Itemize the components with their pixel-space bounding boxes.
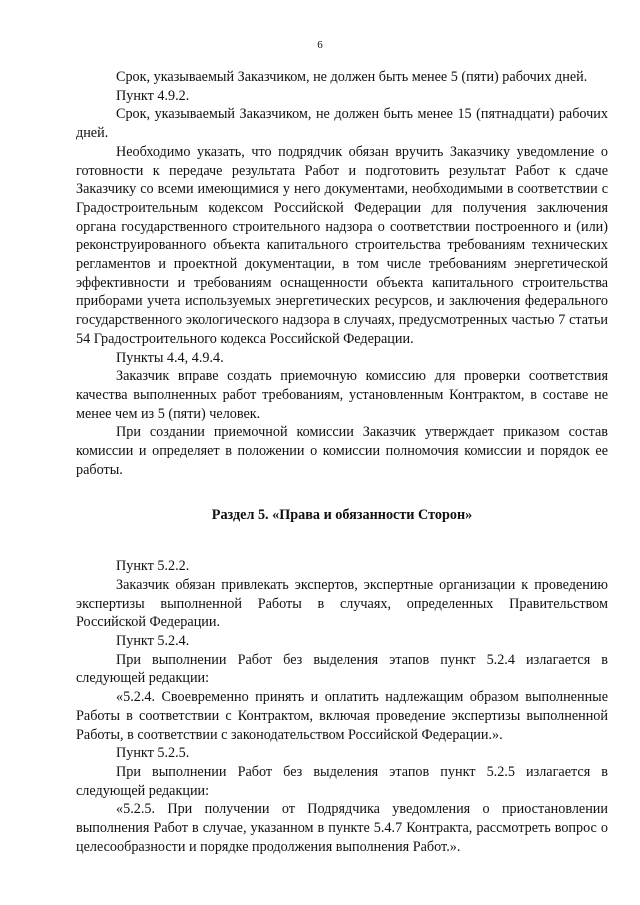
document-body [76, 68, 608, 856]
section-heading: Раздел 5. «Права и обязанности Сторон» [211, 507, 473, 524]
paragraph: Срок, указываемый Заказчиком, не должен быть менее 5 (пяти) рабочих дней. [116, 69, 588, 85]
paragraph: Срок, указываемый Заказчиком, не должен быть менее 15 (пятнадцати) рабочих дней. [76, 106, 608, 142]
paragraph: При выполнении Работ без выделения этапов пункт 5.2.4 излагается в следующей редакции: [76, 651, 608, 687]
paragraph: Пункт 4.9.2. [116, 87, 190, 104]
paragraph: Пункт 5.2.5. [116, 745, 190, 762]
paragraph: Пункт 5.2.4. [116, 632, 190, 649]
paragraph: Заказчик обязан привлекать экспертов, экспертные организации к проведению экспертизы выполненной Работы в случаях, определенных Правительством Российской Федерации. [76, 576, 608, 631]
paragraph: Необходимо указать, что подрядчик обязан вручить Заказчику уведомление о готовности к передаче результата Работ и подготовить результат Работ к сдаче Заказчику со всеми имеющимися у него документами, необходимыми в соответствии с Градостроительным кодексом Российской Федерации для получения заключения органа государственного строительного надзора о соответствии построенного и (или) реконструированного объекта капитального строительства требованиям технических регламентов и проектной документации, в том числе требованиям энергетической эффективности и требованиям оснащенности объекта капитального строительства приборами учета используемых энергетических ресурсов, и заключения федерального государственного экологического надзора в случаях, предусмотренных частью 7 статьи 54 Градостроительного кодекса Российской Федерации. [76, 143, 608, 347]
paragraph: При выполнении Работ без выделения этапов пункт 5.2.5 излагается в следующей редакции: [76, 763, 608, 799]
page-number: 6 [317, 39, 323, 51]
paragraph: Заказчик вправе создать приемочную комиссию для проверки соответствия качества выполненных работ требованиям, установленным Контрактом, в составе не менее чем из 5 (пяти) человек. [76, 368, 608, 422]
paragraph: «5.2.5. При получении от Подрядчика уведомления о приостановлении выполнения Работ в случае, указанном в пункте 5.4.7 Контракта, рассмотреть вопрос о целесообразности и порядке продолжения выполнения Работ.». [76, 801, 608, 855]
paragraph: Пункт 5.2.2. [116, 558, 190, 575]
paragraph: При создании приемочной комиссии Заказчик утверждает приказом состав комиссии и определяет в положении о комиссии полномочия комиссии и порядок ее работы. [76, 424, 608, 478]
paragraph: Пункты 4.4, 4.9.4. [116, 349, 224, 366]
paragraph: «5.2.4. Своевременно принять и оплатить надлежащим образом выполненные Работы в соответствии с Контрактом, включая проведение экспертизы выполненной Работы, в соответствии с законодательством Российской Федерации.». [76, 689, 608, 743]
